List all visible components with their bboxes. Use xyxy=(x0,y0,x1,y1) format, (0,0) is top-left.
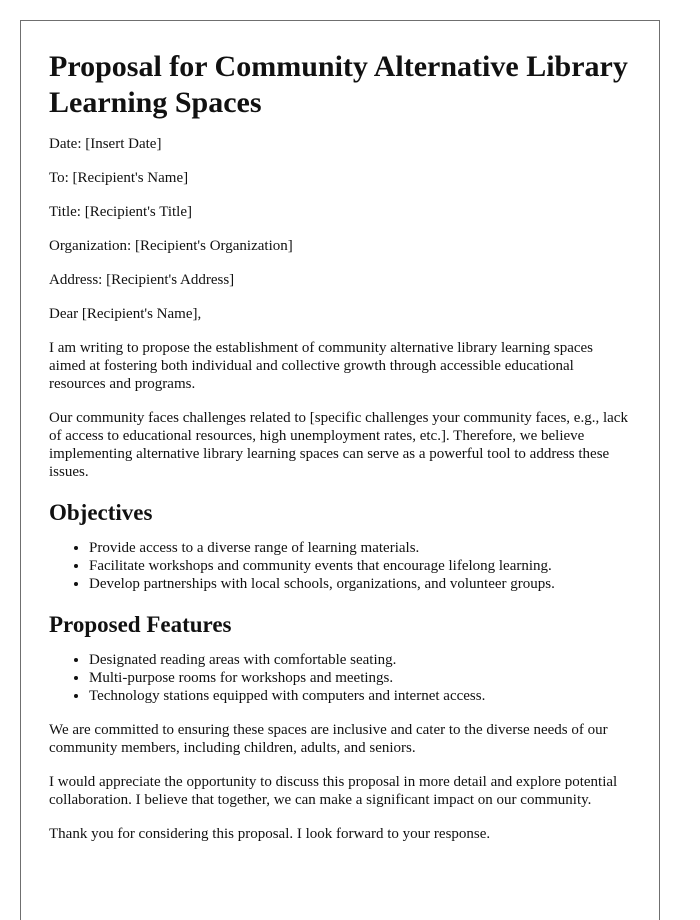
recipient-name-line: To: [Recipient's Name] xyxy=(49,170,189,186)
objective-item: • Develop partnerships with local schools, organizations, and volunteer groups. xyxy=(89,575,631,593)
collaboration-paragraph: I would appreciate the opportunity to discuss this proposal in more detail and explore potential collaboration. I believe that together, we can make a significant impact on our community. xyxy=(49,774,618,808)
salutation: Dear [Recipient's Name], xyxy=(49,306,202,322)
objective-item: • Provide access to a diverse range of learning materials. xyxy=(89,539,631,557)
feature-item: • Multi-purpose rooms for workshops and meetings. xyxy=(89,669,631,687)
objectives-list xyxy=(49,539,631,593)
feature-item: • Technology stations equipped with computers and internet access. xyxy=(89,687,631,705)
recipient-title-line: Title: [Recipient's Title] xyxy=(49,204,192,220)
recipient-organization-line: Organization: [Recipient's Organization] xyxy=(49,238,293,254)
challenges-paragraph: Our community faces challenges related to [specific challenges your community faces, e.g., lack of access to educational resources, high unemployment rates, etc.]. Therefore, we believe implementing alternative library learning spaces can serve as a powerful tool to address these issues. xyxy=(49,410,628,480)
recipient-address-line: Address: [Recipient's Address] xyxy=(49,272,235,288)
features-heading: Proposed Features xyxy=(49,612,232,637)
inclusivity-paragraph: We are committed to ensuring these spaces are inclusive and cater to the diverse needs of our community members, including children, adults, and seniors. xyxy=(49,722,608,756)
thank-you-paragraph: Thank you for considering this proposal. I look forward to your response. xyxy=(49,826,491,842)
letter-page xyxy=(20,20,660,920)
feature-item: • Designated reading areas with comfortable seating. xyxy=(89,651,631,669)
objectives-heading: Objectives xyxy=(49,500,153,525)
objective-item: • Facilitate workshops and community events that encourage lifelong learning. xyxy=(89,557,631,575)
date-line: Date: [Insert Date] xyxy=(49,136,162,152)
intro-paragraph: I am writing to propose the establishment of community alternative library learning spaces aimed at fostering both individual and collective growth through accessible educational resources and programs. xyxy=(49,340,594,392)
page-title: Proposal for Community Alternative Library Learning Spaces xyxy=(49,50,628,119)
features-list xyxy=(49,651,631,705)
